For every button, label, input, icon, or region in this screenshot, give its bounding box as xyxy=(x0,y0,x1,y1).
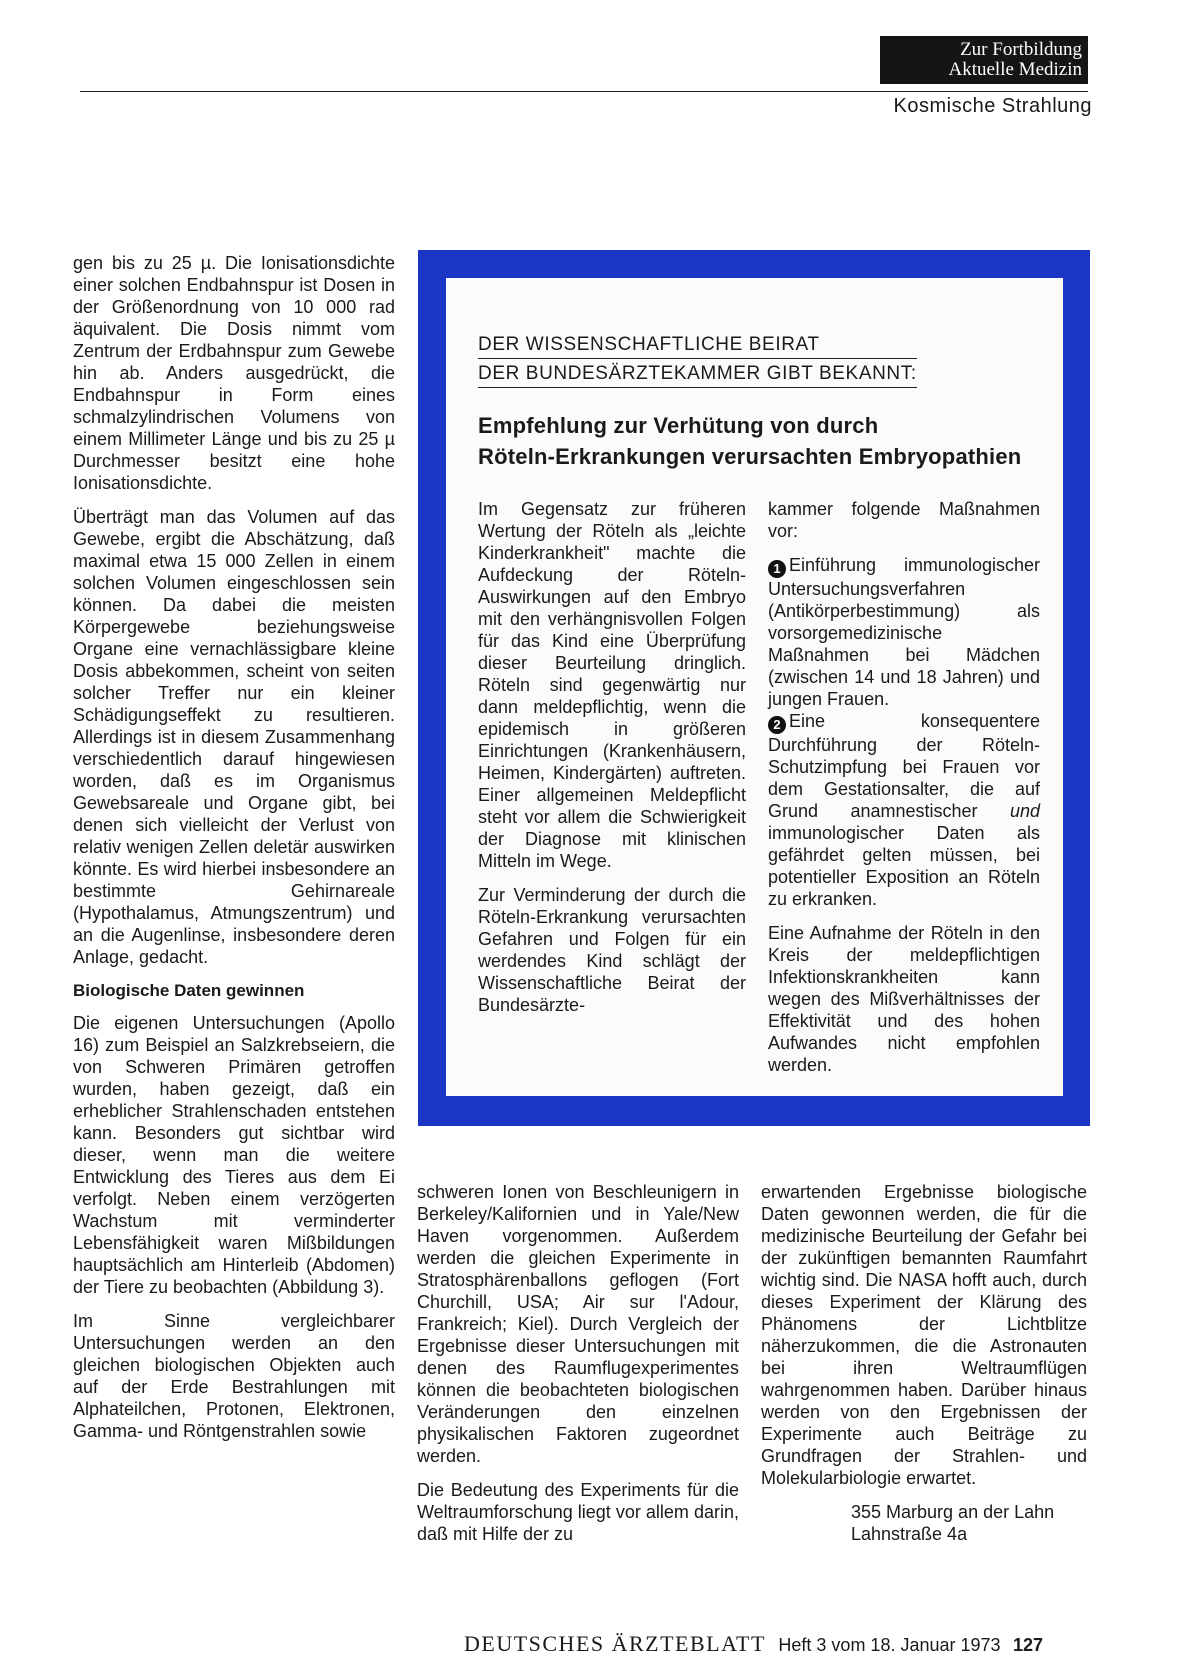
announcement-title-line-2: Röteln-Erkrankungen verursachten Embryopathien xyxy=(478,444,1022,469)
paragraph: erwartenden Ergebnisse biologische Daten gewonnen werden, die für die medizinische Beurteilung der Gefahr bei der zukünftigen bemannten Raumfahrt wichtig sind. Die NASA hofft auch, durch dieses Experiment der Klärung des Phänomens der Lichtblitze näherzukommen, die die Astronauten bei ihren Weltraumflügen wahrgenommen haben. Darüber hinaus werden von den Ergebnissen der Experimente auch Beiträge zu Grundfragen der Strahlen- und Molekularbiologie erwartet. xyxy=(761,1182,1087,1488)
issue-info: Heft 3 vom 18. Januar 1973 xyxy=(778,1635,1001,1655)
badge-line-2: Aktuelle Medizin xyxy=(948,59,1082,80)
paragraph: gen bis zu 25 µ. Die Ionisationsdichte einer solchen Endbahnspur ist Dosen in der Größenordnung von 10 000 rad äquivalent. Die Dosis nimmt vom Zentrum der Erdbahnspur zum Gewebe hin ab. Anders ausgedrückt, die Endbahnspur in Form eines schmalzylindrischen Volumens von einem Millimeter Länge und bis zu 25 µ Durchmesser besitzt eine hohe Ionisationsdichte. xyxy=(73,253,395,493)
left-column xyxy=(73,252,395,1442)
address-line-2: Lahnstraße 4a xyxy=(851,1524,968,1544)
paragraph: Überträgt man das Volumen auf das Gewebe, ergibt die Abschätzung, daß maximal etwa 15 000 Zellen in einem solchen Volumen eingeschlossen sein können. Da dabei die meisten Körpergewebe beziehungsweise Organe eine vernachlässigbare kleine Dosis abbekommen, scheint von seiten solcher Treffer nur ein kleiner Schädigungseffekt zu resultieren. Allerdings ist in diesem Zusammenhang verschiedentlich darauf hingewiesen worden, daß es im Organismus Gewebsareale und Organe gibt, bei denen sich vielleicht der Verlust von relativ wenigen Zellen deletär auswirken könnte. Es wird hierbei insbesondere an bestimmte Gehirnareale (Hypothalamus, Atmungszentrum) und an die Augenlinse, insbesondere deren Anlage, gedacht. xyxy=(73,507,395,967)
header-rule xyxy=(80,91,1088,92)
journal-masthead: DEUTSCHES ÄRZTEBLATT xyxy=(464,1631,766,1656)
middle-column xyxy=(417,1181,739,1545)
paragraph: Die Bedeutung des Experiments für die Weltraumforschung liegt vor allem darin, daß mit Hilfe der zu xyxy=(417,1480,739,1544)
paragraph: Eine Aufnahme der Röteln in den Kreis der meldepflichtigen Infektionskrankheiten kann wegen des Mißverhältnisses der Effektivität und des hohen Aufwandes nicht empfohlen werden. xyxy=(768,923,1040,1075)
recommendation-item-1 xyxy=(768,554,1040,710)
recommendation-item-2 xyxy=(768,710,1040,910)
right-column xyxy=(761,1181,1087,1545)
item-text-2b: immunologischer Daten als gefährdet gelten müssen, bei potentieller Exposition an Röteln zu erkranken. xyxy=(768,823,1040,909)
item-text-1: Einführung immunologischer Untersuchungsverfahren (Antikörperbestimmung) als vorsorgemedizinische Maßnahmen bei Mädchen (zwischen 14 und 18 Jahren) und jungen Frauen. xyxy=(768,555,1040,709)
footer xyxy=(464,1631,1084,1657)
item-text-2-und: und xyxy=(1009,801,1040,821)
paragraph: kammer folgende Maßnahmen vor: xyxy=(768,499,1040,541)
announcement-box xyxy=(418,250,1090,1126)
announcement-heading xyxy=(478,332,917,390)
subheading: Biologische Daten gewinnen xyxy=(73,981,305,1000)
paragraph: Im Gegensatz zur früheren Wertung der Röteln als „leichte Kinderkrankheit" machte die Aufdeckung der Röteln-Auswirkungen auf den Embryo mit den verhängnisvollen Folgen für das Kind eine Überprüfung dieser Beurteilung dringlich. Röteln sind gegenwärtig nur dann meldepflichtig, wenn die epidemisch in größeren Einrichtungen (Krankenhäusern, Heimen, Kindergärten) auftreten. Einer allgemeinen Meldepflicht steht vor allem die Schwierigkeit der Diagnose mit klinischen Mitteln im Wege. xyxy=(478,499,746,871)
section-badge xyxy=(880,36,1088,84)
paragraph: Die eigenen Untersuchungen (Apollo 16) zum Beispiel an Salzkrebseiern, die von Schweren Primären getroffen wurden, haben gezeigt, daß ein erheblicher Strahlenschaden entstehen kann. Besonders gut sichtbar wird dieser, wenn man die weitere Entwicklung des Tieres aus dem Ei verfolgt. Neben einem verzögerten Wachstum mit verminderter Lebensfähigkeit waren Mißbildungen hauptsächlich am Hinterleib (Abdomen) der Tiere zu beobachten (Abbildung 3). xyxy=(73,1013,395,1297)
announcement-column-2 xyxy=(768,498,1040,1088)
paragraph: schweren Ionen von Beschleunigern in Berkeley/Kalifornien und in Yale/New Haven vorgenommen. Außerdem werden die gleichen Experimente in Stratosphärenballons geflogen (Fort Churchill, USA; Air sur l'Adour, Frankreich; Kiel). Durch Vergleich der Ergebnisse dieser Untersuchungen mit denen des Raumflugexperimentes können die beobachteten biologischen Veränderungen den einzelnen physikalischen Faktoren zugeordnet werden. xyxy=(417,1182,739,1466)
announcement-heading-line-1: DER WISSENSCHAFTLICHE BEIRAT xyxy=(478,332,917,359)
announcement-box-inner xyxy=(446,278,1063,1096)
address-line-1: 355 Marburg an der Lahn xyxy=(851,1502,1055,1522)
announcement-column-1 xyxy=(478,498,746,1028)
item-text-2a: Eine konsequentere Durchführung der Röteln-Schutzimpfung bei Frauen vor dem Gestationsalter, die auf Grund anamnestischer xyxy=(768,711,1040,821)
item-number-2: 2 xyxy=(768,716,786,734)
badge-line-1: Zur Fortbildung xyxy=(960,39,1082,60)
paragraph: Zur Verminderung der durch die Röteln-Erkrankung verursachten Gefahren und Folgen für ein werdendes Kind schlägt der Wissenschaftliche Beirat der Bundesärzte- xyxy=(478,885,746,1015)
section-title: Kosmische Strahlung xyxy=(893,95,1092,117)
author-address xyxy=(761,1501,1087,1545)
announcement-title xyxy=(478,410,1048,472)
paragraph: Im Sinne vergleichbarer Untersuchungen werden an den gleichen biologischen Objekten auch auf der Erde Bestrahlungen mit Alphateilchen, Protonen, Elektronen, Gamma- und Röntgenstrahlen sowie xyxy=(73,1311,395,1441)
announcement-heading-line-2: DER BUNDESÄRZTEKAMMER GIBT BEKANNT: xyxy=(478,361,917,388)
page-number: 127 xyxy=(1013,1635,1044,1655)
announcement-title-line-1: Empfehlung zur Verhütung von durch xyxy=(478,413,879,438)
item-number-1: 1 xyxy=(768,560,786,578)
